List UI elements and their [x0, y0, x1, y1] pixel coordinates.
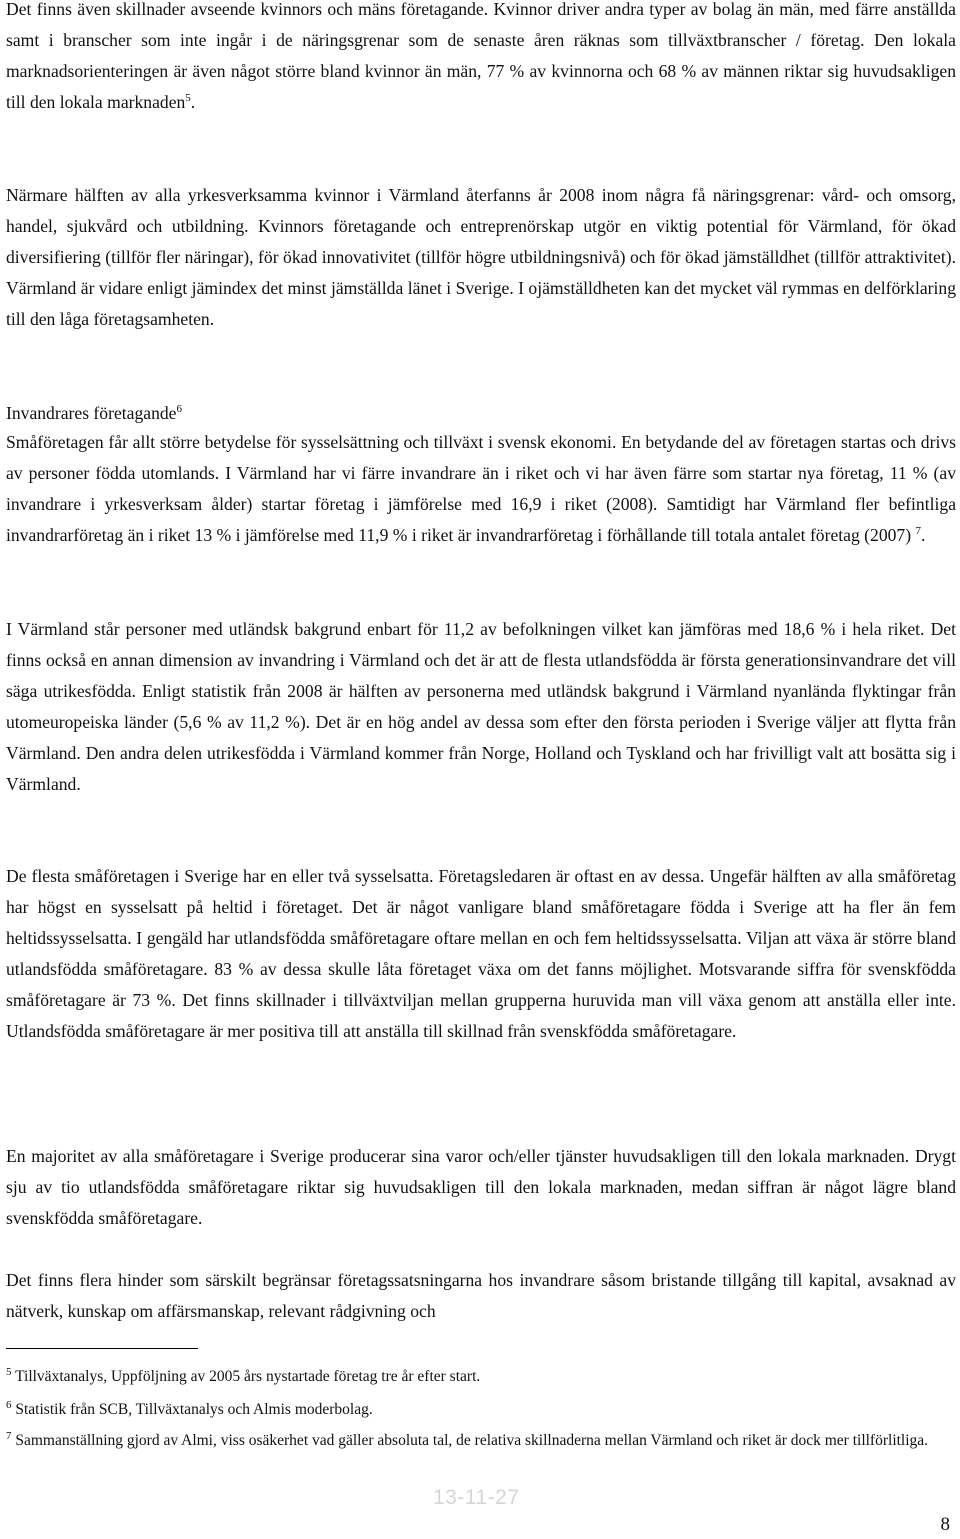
footnote-number: 6	[6, 1398, 12, 1411]
footnote-7	[6, 1426, 951, 1455]
footnote-divider	[6, 1348, 198, 1349]
paragraph-text: Småföretagen får allt större betydelse för sysselsättning och tillväxt i svensk ekonomi. En betydande del av företagen startas och drivs av personer födda utomlands. I Värmland har vi färre invandrare än i riket och vi har även färre som startar nya företag, 11 % (av invandrare i yrkesverksam ålder) startar företag i jämförelse med 16,9 i riket (2008). Samtidigt har Värmland fler befintliga invandrarföretag än i riket 13 % i jämförelse med 11,9 % i riket är invandrarföretag i förhållande till totala antalet företag (2007)	[6, 432, 956, 545]
paragraph-end: .	[190, 92, 196, 112]
footnote-text: Tillväxtanalys, Uppföljning av 2005 års nystartade företag tre år efter start.	[11, 1368, 481, 1385]
paragraph-obstacles: Det finns flera hinder som särskilt begränsar företagssatsningarna hos invandrare såsom bristande tillgång till kapital, avsaknad av nätverk, kunskap om affärsmanskap, relevant rådgivning och	[6, 1270, 956, 1321]
footnote-number: 7	[6, 1429, 12, 1442]
footnote-ref-5: 5	[185, 92, 191, 105]
footer-date: 13-11-27	[433, 1486, 520, 1509]
footnote-6	[6, 1395, 951, 1424]
paragraph-gender-entrepreneurship	[6, 0, 956, 118]
paragraph-end: .	[920, 525, 926, 545]
footnote-ref-7: 7	[915, 525, 921, 538]
paragraph-local-market: En majoritet av alla småföretagare i Sverige producerar sina varor och/eller tjänster huvudsakligen till den lokala marknaden. Drygt sju av tio utlandsfödda småföretagare riktar sig huvudsakligen till den lokala marknaden, medan siffran är något lägre bland svenskfödda småföretagare.	[6, 1146, 956, 1228]
paragraph-employees: De flesta småföretagen i Sverige har en eller två sysselsatta. Företagsledaren är oftast en av dessa. Ungefär hälften av alla småföretag har högst en sysselsatt på heltid i företaget. Det är något vanligare bland småföretagare födda i Sverige att ha fler än fem heltidssysselsatta. I gengäld har utlandsfödda småföretagare oftare mellan en och fem heltidssysselsatta. Viljan att växa är större bland utlandsfödda småföretagare. 83 % av dessa skulle låta företaget växa om det fanns möjlighet. Motsvarande siffra för svenskfödda småföretagare är 73 %. Det finns skillnader i tillväxtviljan mellan grupperna huruvida man vill växa genom att anställa eller inte. Utlandsfödda småföretagare är mer positiva till att anställa till skillnad från svenskfödda småföretagare.	[6, 866, 956, 1041]
paragraph-foreign-background: I Värmland står personer med utländsk bakgrund enbart för 11,2 av befolkningen vilket kan jämföras med 18,6 % i hela riket. Det finns också en annan dimension av invandring i Värmland och det är att de flesta utlandsfödda är första generationsinvandrare det vill säga utrikesfödda. Enligt statistik från 2008 är hälften av personerna med utländsk bakgrund i Värmland nyanlända flyktingar från utomeuropeiska länder (5,6 % av 11,2 %). Det är en hög andel av dessa som efter den första perioden i Sverige väljer att flytta från Värmland. Den andra delen utrikesfödda i Värmland kommer från Norge, Holland och Tyskland och har frivilligt valt att bosätta sig i Värmland.	[6, 619, 956, 794]
section-heading	[6, 398, 182, 429]
paragraph-immigrant-business	[6, 427, 956, 551]
footnote-text: Statistik från SCB, Tillväxtanalys och Almis moderbolag.	[11, 1401, 373, 1418]
footnote-5	[6, 1362, 951, 1391]
paragraph-text: Det finns även skillnader avseende kvinnors och mäns företagande. Kvinnor driver andra typer av bolag än män, med färre anställda samt i branscher som inte ingår i de näringsgrenar som de senaste åren räknas som tillväxtbranscher / företag. Den lokala marknadsorienteringen är även något större bland kvinnor än män, 77 % av kvinnorna och 68 % av männen riktar sig huvudsakligen till den lokala marknaden	[6, 0, 956, 112]
page-number: 8	[940, 1514, 950, 1535]
footnote-text: Sammanställning gjord av Almi, viss osäkerhet vad gäller absoluta tal, de relativa skillnaderna mellan Värmland och riket är dock mer tillförlitliga.	[11, 1432, 929, 1449]
footnote-number: 5	[6, 1365, 12, 1378]
heading-text: Invandrares företagande	[6, 403, 177, 423]
paragraph-women-sectors: Närmare hälften av alla yrkesverksamma kvinnor i Värmland återfanns år 2008 inom några få näringsgrenar: vård- och omsorg, handel, sjukvård och utbildning. Kvinnors företagande och entreprenörskap utgör en viktig potential för Värmland, för ökad diversifiering (tillför fler näringar), för ökad innovativitet (tillför högre utbildningsnivå) och för ökad jämställdhet (tillför attraktivitet). Värmland är vidare enligt jämindex det minst jämställda länet i Sverige. I ojämställdheten kan det mycket väl rymmas en delförklaring till den låga företagsamheten.	[6, 185, 956, 329]
footnote-ref-6: 6	[176, 403, 182, 416]
